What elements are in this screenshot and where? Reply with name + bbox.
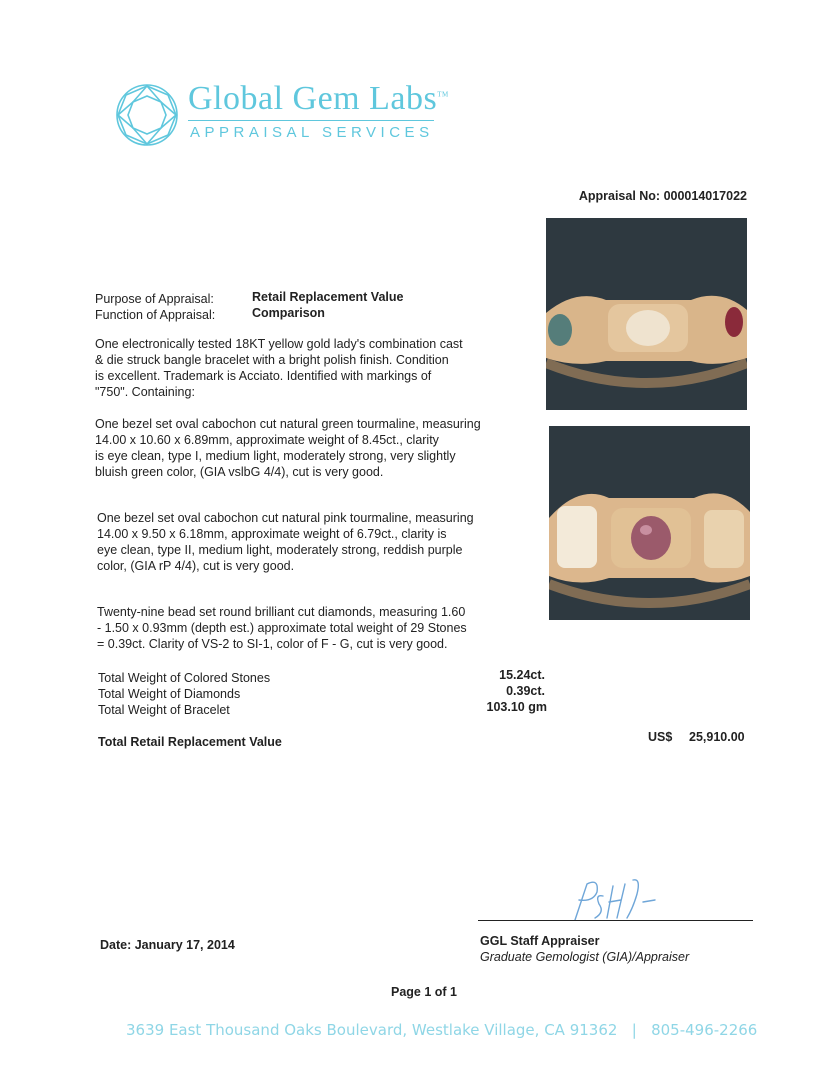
- green-tourmaline-description: One bezel set oval cabochon cut natural green tourmaline, measuring 14.00 x 10.60 x 6.89mm, approximate weight of 8.45ct., clarity is eye clean, type I, medium light, moderately strong, very slightly bluish green color, (GIA vslbG 4/4), cut is very good.: [95, 417, 481, 479]
- trademark-mark: TM: [437, 90, 449, 99]
- appraiser-title: GGL Staff Appraiser: [480, 934, 600, 948]
- function-label: Function of Appraisal:: [95, 308, 216, 322]
- bracelet-photo-green: [546, 218, 747, 410]
- item-description: One electronically tested 18KT yellow gold lady's combination cast & die struck bangle bracelet with a bright polish finish. Condition is excellent. Trademark is Acciato. Identified with markings of "750". Containing:: [95, 337, 463, 399]
- page-number: Page 1 of 1: [391, 985, 457, 999]
- weight-colored-stones-label: Total Weight of Colored Stones: [98, 671, 271, 685]
- diamond-logo-icon: [113, 82, 181, 148]
- total-amount: 25,910.00: [689, 730, 745, 744]
- weight-colored-stones-value: 15.24ct.: [499, 668, 545, 682]
- brand-name: Global Gem Labs™: [188, 80, 449, 117]
- weight-bracelet-value: 103.10 gm: [486, 700, 547, 714]
- diamonds-description: Twenty-nine bead set round brilliant cut diamonds, measuring 1.60 - 1.50 x 0.93mm (depth est.) approximate total weight of 29 Stones = 0.39ct. Clarity of VS-2 to SI-1, color of F - G, cut is very good.: [97, 605, 467, 651]
- function-value: Comparison: [252, 306, 325, 320]
- purpose-value: Retail Replacement Value: [252, 290, 404, 304]
- total-value-label: Total Retail Replacement Value: [98, 735, 282, 749]
- weight-diamonds-value: 0.39ct.: [506, 684, 545, 698]
- weight-diamonds-label: Total Weight of Diamonds: [98, 687, 241, 701]
- signature-line: [478, 920, 753, 921]
- footer-address: 3639 East Thousand Oaks Boulevard, Westlake Village, CA 91362 | 805-496-2266: [126, 1021, 758, 1039]
- appraiser-credentials: Graduate Gemologist (GIA)/Appraiser: [480, 950, 690, 964]
- weight-bracelet-label: Total Weight of Bracelet: [98, 703, 230, 717]
- appraisal-number: Appraisal No: 000014017022: [578, 189, 747, 203]
- total-currency: US$: [648, 730, 673, 744]
- purpose-label: Purpose of Appraisal:: [95, 292, 214, 306]
- bracelet-photo-pink: [549, 426, 750, 620]
- appraisal-date: Date: January 17, 2014: [100, 938, 235, 952]
- logo-rule: [188, 120, 434, 121]
- brand-subtitle: APPRAISAL SERVICES: [190, 124, 434, 141]
- pink-tourmaline-description: One bezel set oval cabochon cut natural pink tourmaline, measuring 14.00 x 9.50 x 6.18mm, approximate weight of 6.79ct., clarity is eye clean, type II, medium light, moderately strong, reddish purple color, (GIA rP 4/4), cut is very good.: [97, 511, 474, 573]
- appraiser-signature: [555, 874, 665, 924]
